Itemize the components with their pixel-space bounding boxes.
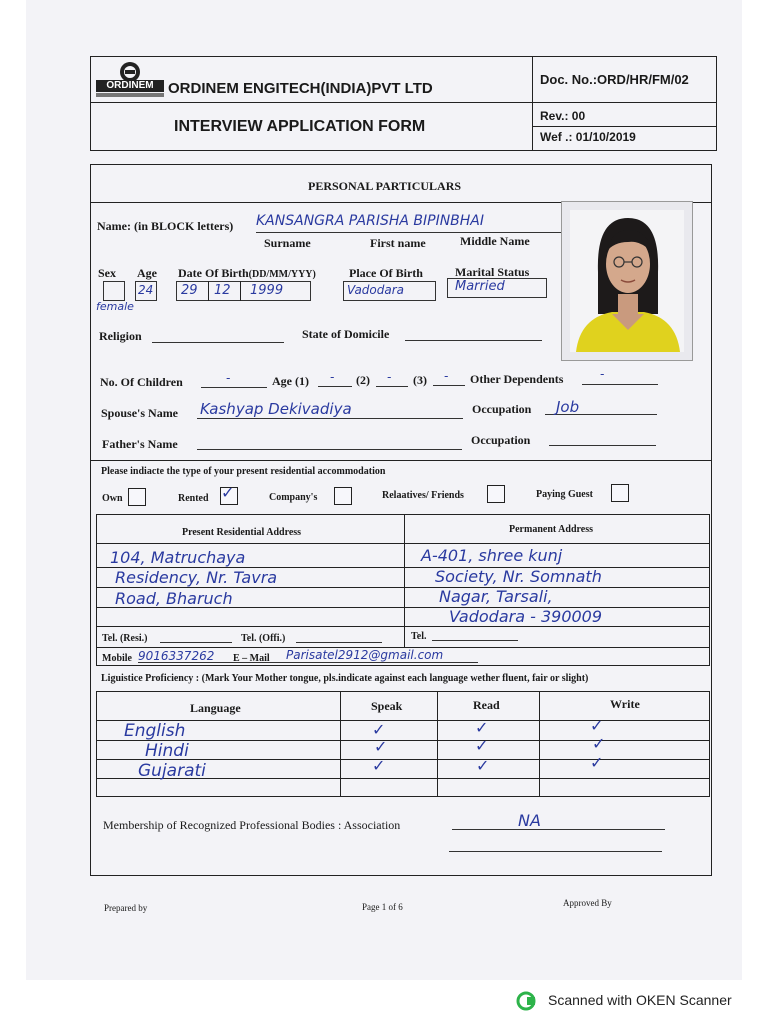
header-vdivider xyxy=(532,56,533,151)
father-label: Father's Name xyxy=(102,437,178,451)
accommodation-relatives-checkbox[interactable] xyxy=(487,485,505,503)
english-write-mark: ✓ xyxy=(590,716,604,735)
logo-text: ORDINEM xyxy=(106,80,154,91)
place-of-birth-label: Place Of Birth xyxy=(349,266,423,280)
spouse-occupation-value: Job xyxy=(556,398,580,416)
sex-label: Sex xyxy=(98,266,116,280)
language-prompt: Liguistice Proficiency : (Mark Your Mother tongue, pls.indicate against each language wether fluent, fair or slight) xyxy=(101,673,589,684)
membership-label: Membership of Recognized Professional Bodies : Association xyxy=(103,818,401,832)
hindi-read-mark: ✓ xyxy=(475,736,489,755)
english-speak-mark: ✓ xyxy=(372,720,386,739)
lang-col-2 xyxy=(437,691,438,797)
mobile-value: 9016337262 xyxy=(138,649,215,663)
permanent-address-line-1: A-401, shree kunj xyxy=(421,546,563,565)
approved-by: Approved By xyxy=(563,898,612,908)
spouse-occupation-label: Occupation xyxy=(472,402,532,416)
permanent-address-label: Permanent Address xyxy=(509,524,593,535)
surname-label: Surname xyxy=(264,236,311,250)
mobile-label: Mobile xyxy=(102,653,132,664)
dob-sep-1 xyxy=(208,281,209,301)
permanent-address-line-2: Society, Nr. Somnath xyxy=(435,567,602,586)
age1-value: - xyxy=(330,370,335,384)
accommodation-divider xyxy=(90,460,712,461)
age3-underline xyxy=(433,385,465,386)
accommodation-own-checkbox[interactable] xyxy=(128,488,146,506)
age3-value: - xyxy=(444,369,449,383)
age3-label: (3) xyxy=(413,373,427,387)
name-value: KANSANGRA PARISHA BIPINBHAI xyxy=(256,213,485,229)
tel-label: Tel. xyxy=(411,631,427,642)
company-logo xyxy=(96,60,164,100)
lang-header-speak: Speak xyxy=(371,699,403,713)
accommodation-prompt: Please indiacte the type of your present residential accommodation xyxy=(101,466,386,477)
children-label: No. Of Children xyxy=(100,375,183,389)
place-of-birth-value: Vadodara xyxy=(347,283,405,297)
dob-format: (DD/MM/YYY) xyxy=(248,269,316,280)
page-number: Page 1 of 6 xyxy=(362,902,403,912)
marital-status-value: Married xyxy=(455,279,505,294)
scanner-text: Scanned with OKEN Scanner xyxy=(548,992,732,1008)
mobile-email-underline xyxy=(138,662,478,663)
lang-header-language: Language xyxy=(190,701,241,715)
age1-underline xyxy=(318,386,352,387)
doc-number: Doc. No.:ORD/HR/FM/02 xyxy=(540,72,689,87)
accommodation-company-checkbox[interactable] xyxy=(334,487,352,505)
dependents-value: - xyxy=(600,367,605,381)
spouse-underline xyxy=(197,418,463,419)
children-underline xyxy=(201,387,267,388)
tel-offi-underline[interactable] xyxy=(296,642,382,643)
lang-hindi: Hindi xyxy=(145,741,189,761)
name-label: Name: (in BLOCK letters) xyxy=(97,219,234,233)
father-occupation-label: Occupation xyxy=(471,433,531,447)
hindi-write-mark: ✓ xyxy=(592,734,606,753)
domicile-label: State of Domicile xyxy=(302,327,390,341)
father-underline[interactable] xyxy=(197,449,462,450)
accommodation-rented-label: Rented xyxy=(178,493,209,504)
tel-offi-label: Tel. (Offi.) xyxy=(241,633,286,644)
form-title: INTERVIEW APPLICATION FORM xyxy=(174,118,426,135)
dob-sep-2 xyxy=(240,281,241,301)
spouse-label: Spouse's Name xyxy=(101,406,179,420)
lang-col-1 xyxy=(340,691,341,797)
permanent-address-line-3: Nagar, Tarsali, xyxy=(439,587,553,606)
addr-line-2 xyxy=(96,587,710,588)
present-address-line-3: Road, Bharuch xyxy=(115,589,233,608)
dob-day: 29 xyxy=(181,283,198,298)
email-value: Parisatel2912@gmail.com xyxy=(286,648,444,662)
english-read-mark: ✓ xyxy=(475,718,489,737)
effective-date: Wef .: 01/10/2019 xyxy=(540,130,636,144)
tel-underline[interactable] xyxy=(432,640,518,641)
scanner-logo-icon xyxy=(516,991,538,1016)
present-address-label: Present Residential Address xyxy=(182,527,302,538)
dob-month: 12 xyxy=(214,283,231,298)
dependents-underline xyxy=(582,384,658,385)
accommodation-company-label: Company's xyxy=(269,492,318,503)
hindi-speak-mark: ✓ xyxy=(374,737,388,756)
gujarati-speak-mark: ✓ xyxy=(372,756,386,775)
children-value: - xyxy=(226,371,231,385)
rev-divider xyxy=(532,126,717,127)
present-address-line-1: 104, Matruchaya xyxy=(110,548,246,567)
name-underline xyxy=(256,232,562,233)
header-divider xyxy=(90,102,717,103)
lang-english: English xyxy=(124,721,186,741)
lang-header-divider xyxy=(96,720,710,721)
age-label: Age xyxy=(137,266,157,280)
applicant-photo xyxy=(561,201,693,361)
tel-resi-label: Tel. (Resi.) xyxy=(102,633,148,644)
age2-value: - xyxy=(387,370,392,384)
accommodation-own-label: Own xyxy=(102,493,123,504)
address-header-divider xyxy=(96,543,710,544)
membership-underline xyxy=(452,829,665,830)
dob-year: 1999 xyxy=(250,283,284,298)
first-name-label: First name xyxy=(370,236,426,250)
accommodation-pg-label: Paying Guest xyxy=(536,489,593,500)
dob-label xyxy=(178,266,316,281)
age2-underline xyxy=(376,386,408,387)
religion-underline[interactable] xyxy=(152,342,284,343)
age1-label: Age (1) xyxy=(272,374,309,388)
section-title: PERSONAL PARTICULARS xyxy=(308,179,462,193)
dependents-label: Other Dependents xyxy=(470,372,564,386)
sex-box[interactable] xyxy=(103,281,125,301)
permanent-address-line-4: Vadodara - 390009 xyxy=(449,607,603,626)
sex-value: female xyxy=(96,300,134,313)
domicile-underline[interactable] xyxy=(405,340,542,341)
membership-underline-2[interactable] xyxy=(449,851,662,852)
dob-label-text: Date Of Birth xyxy=(178,266,249,280)
lang-header-write: Write xyxy=(610,697,640,711)
lang-gujarati: Gujarati xyxy=(138,761,206,781)
father-occupation-underline[interactable] xyxy=(549,445,656,446)
religion-label: Religion xyxy=(99,329,142,343)
rented-check-mark: ✓ xyxy=(221,483,235,502)
accommodation-relatives-label: Relaatives/ Friends xyxy=(382,490,464,501)
marital-status-label: Marital Status xyxy=(455,265,530,279)
lang-col-3 xyxy=(539,691,540,797)
present-address-line-2: Residency, Nr. Tavra xyxy=(115,568,278,587)
revision: Rev.: 00 xyxy=(540,109,586,123)
gujarati-read-mark: ✓ xyxy=(476,756,490,775)
address-vdivider xyxy=(404,514,405,647)
membership-value: NA xyxy=(518,811,541,830)
scanner-watermark xyxy=(516,990,766,1012)
age2-label: (2) xyxy=(356,373,370,387)
middle-name-label: Middle Name xyxy=(460,234,530,248)
prepared-by: Prepared by xyxy=(104,903,148,913)
spouse-value: Kashyap Dekivadiya xyxy=(200,400,352,418)
age-value: 24 xyxy=(138,283,154,297)
lang-header-read: Read xyxy=(473,698,500,712)
email-label: E – Mail xyxy=(233,653,270,664)
gujarati-write-mark: ✓ xyxy=(590,753,604,772)
company-name: ORDINEM ENGITECH(INDIA)PVT LTD xyxy=(168,80,433,97)
accommodation-pg-checkbox[interactable] xyxy=(611,484,629,502)
tel-resi-underline[interactable] xyxy=(160,642,232,643)
addr-line-4 xyxy=(96,626,710,627)
